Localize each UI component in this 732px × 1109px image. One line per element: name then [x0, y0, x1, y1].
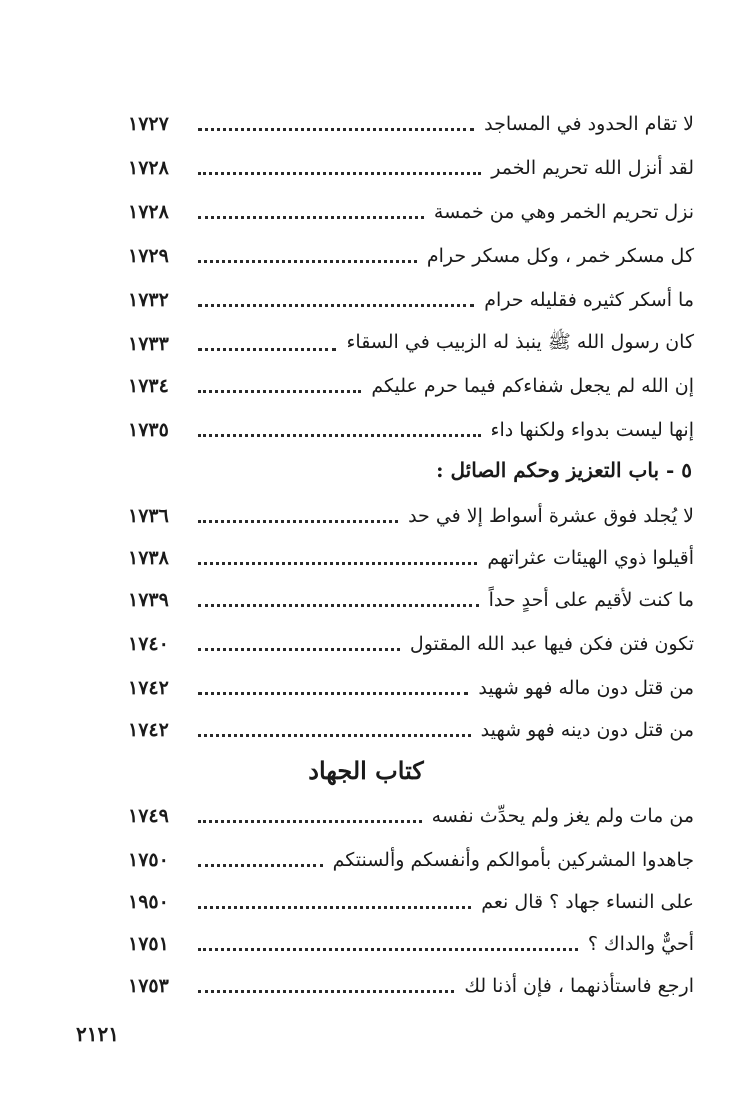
entry-page-number: ١٧٣٢	[128, 289, 169, 311]
entry-page-number: ١٧٤٢	[128, 719, 169, 741]
index-entry	[128, 966, 694, 1006]
leader-dots	[198, 864, 323, 867]
leader-dots	[198, 304, 474, 307]
entry-title: لا يُجلد فوق عشرة أسواط إلا في حد	[408, 505, 694, 527]
leader-dots	[198, 348, 336, 351]
index-entry	[128, 710, 694, 750]
entry-title: تكون فتن فكن فيها عبد الله المقتول	[409, 633, 694, 655]
index-entry	[128, 796, 694, 836]
leader-dots	[198, 604, 479, 607]
section-heading: ٥ - باب التعزيز وحكم الصائل :	[436, 458, 692, 482]
entry-page-number: ١٧٤٠	[128, 633, 169, 655]
entry-title: كل مسكر خمر ، وكل مسكر حرام	[426, 245, 694, 267]
index-entry	[128, 668, 694, 708]
entry-page-number: ١٧٥٠	[128, 849, 169, 871]
index-entry	[128, 236, 694, 276]
entry-page-number: ١٧٢٩	[128, 245, 169, 267]
entry-page-number: ١٧٣٥	[128, 419, 169, 441]
entry-title: ارجع فاستأذنهما ، فإن أذنا لك	[464, 975, 694, 997]
entry-title: إن الله لم يجعل شفاءكم فيما حرم عليكم	[371, 375, 694, 397]
entry-page-number: ١٧٣٩	[128, 589, 169, 611]
entry-title: جاهدوا المشركين بأموالكم وأنفسكم وألسنتكم	[332, 849, 694, 871]
leader-dots	[198, 820, 422, 823]
leader-dots	[198, 216, 424, 219]
entry-page-number: ١٧٤٩	[128, 805, 169, 827]
entry-title: أقيلوا ذوي الهيئات عثراتهم	[487, 547, 694, 569]
leader-dots	[198, 734, 471, 737]
index-entry	[128, 192, 694, 232]
index-entry	[128, 624, 694, 664]
leader-dots	[198, 172, 481, 175]
leader-dots	[198, 390, 361, 393]
leader-dots	[198, 434, 481, 437]
entry-page-number: ١٩٥٠	[128, 891, 169, 913]
leader-dots	[198, 520, 398, 523]
index-entry	[128, 580, 694, 620]
leader-dots	[198, 260, 417, 263]
entry-title: نزل تحريم الخمر وهي من خمسة	[433, 201, 694, 223]
entry-title: على النساء جهاد ؟ قال نعم	[481, 891, 694, 913]
entry-title: ما أسكر كثيره فقليله حرام	[484, 289, 694, 311]
index-entry	[128, 104, 694, 144]
entry-title: إنها ليست بدواء ولكنها داء	[490, 419, 694, 441]
entry-title: لقد أنزل الله تحريم الخمر	[491, 157, 694, 179]
entry-page-number: ١٧٥٣	[128, 975, 169, 997]
entry-page-number: ١٧٣٦	[128, 505, 169, 527]
index-entry	[128, 324, 694, 364]
entry-title: من مات ولم يغز ولم يحدِّث نفسه	[431, 805, 694, 827]
leader-dots	[198, 692, 468, 695]
index-entry	[128, 882, 694, 922]
leader-dots	[198, 128, 474, 131]
index-entry	[128, 280, 694, 320]
entry-title: من قتل دون ماله فهو شهيد	[478, 677, 694, 699]
entry-page-number: ١٧٢٨	[128, 157, 169, 179]
leader-dots	[198, 562, 477, 565]
entry-page-number: ١٧٤٢	[128, 677, 169, 699]
index-entry	[128, 148, 694, 188]
entry-page-number: ١٧٢٧	[128, 113, 169, 135]
index-entry	[128, 410, 694, 450]
leader-dots	[198, 648, 400, 651]
index-entry	[128, 366, 694, 406]
index-entry	[128, 496, 694, 536]
entry-title: من قتل دون دينه فهو شهيد	[480, 719, 694, 741]
leader-dots	[198, 906, 471, 909]
entry-title: ما كنت لأقيم على أحدٍ حداً	[488, 589, 694, 611]
entry-page-number: ١٧٢٨	[128, 201, 169, 223]
index-entry	[128, 924, 694, 964]
index-entry	[128, 538, 694, 578]
entry-page-number: ١٧٣٤	[128, 375, 169, 397]
page-folio-number: ٢١٢١	[76, 1022, 119, 1046]
entry-title: لا تقام الحدود في المساجد	[484, 113, 694, 135]
book-heading: كتاب الجهاد	[308, 756, 424, 785]
index-entry	[128, 840, 694, 880]
entry-title: أحيٌّ والداك ؟	[587, 933, 694, 955]
entry-title: كان رسول الله ﷺ ينبذ له الزبيب في السقاء	[346, 331, 694, 353]
entry-page-number: ١٧٥١	[128, 933, 169, 955]
entry-page-number: ١٧٣٣	[128, 333, 169, 355]
leader-dots	[198, 990, 454, 993]
entry-page-number: ١٧٣٨	[128, 547, 169, 569]
leader-dots	[198, 948, 578, 951]
